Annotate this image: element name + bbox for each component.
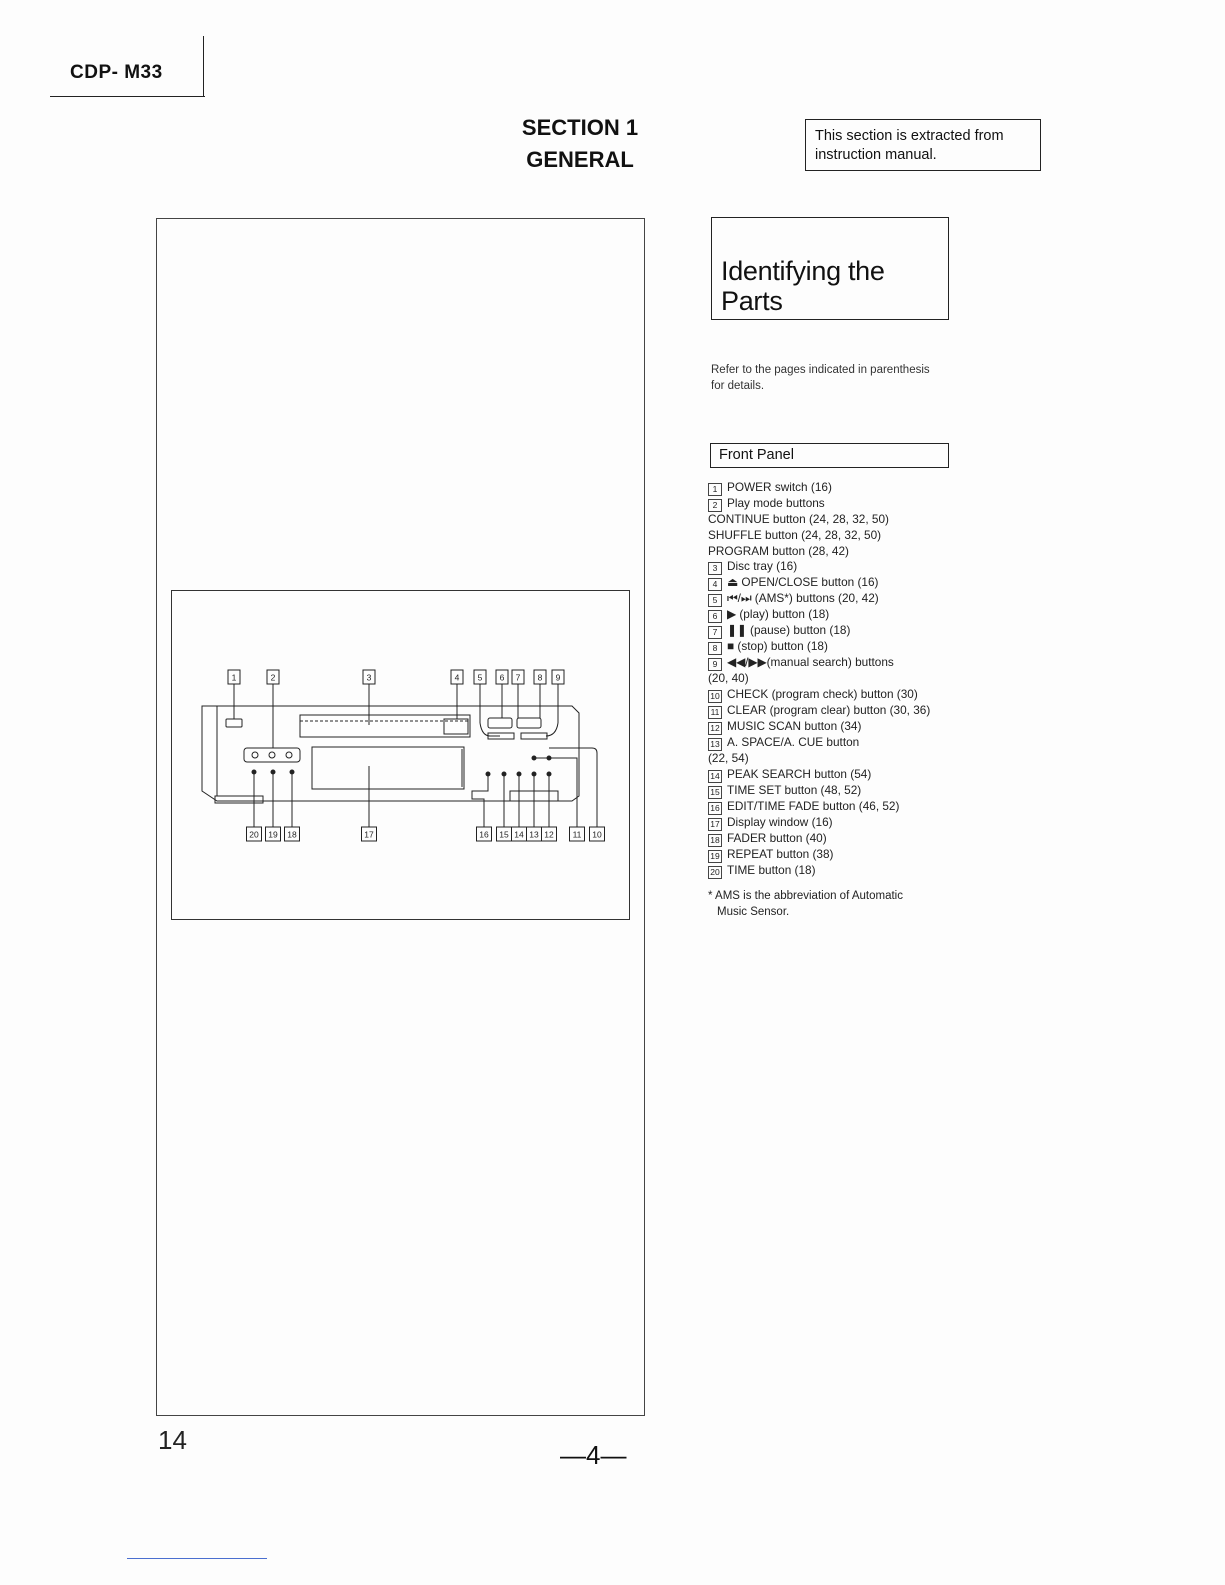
- bottom-link-line: [127, 1558, 267, 1559]
- parts-list-item: [708, 799, 968, 815]
- callout-number: 4: [454, 672, 460, 683]
- part-number-badge: 3: [708, 562, 722, 575]
- model-rule-horizontal: [50, 96, 205, 97]
- page-number-service: —4—: [560, 1440, 627, 1470]
- footnote: [708, 888, 968, 920]
- device-foot: [215, 796, 263, 803]
- section-number: SECTION 1: [521, 115, 639, 140]
- parts-list-item: [708, 528, 968, 544]
- callout-number: 14: [514, 829, 524, 840]
- footnote-line-1: * AMS is the abbreviation of Automatic: [708, 890, 903, 902]
- front-panel-diagram: [172, 591, 629, 919]
- parts-list-item: [708, 719, 968, 735]
- callout-number: 3: [366, 672, 372, 683]
- callout-number: 12: [544, 829, 554, 840]
- part-description: TIME button (18): [727, 862, 816, 877]
- parts-list-item: [708, 639, 968, 655]
- parts-list-item: [708, 767, 968, 783]
- part-number-badge: 6: [708, 610, 722, 623]
- parts-list-item: [708, 815, 968, 831]
- heading-line-2: Parts: [721, 286, 783, 316]
- part-number-badge: 12: [708, 722, 722, 735]
- part-number-badge: 2: [708, 499, 722, 512]
- parts-list-item: [708, 607, 968, 623]
- parts-list-item: [708, 735, 968, 751]
- part-description: ⏮/⏭ (AMS*) buttons (20, 42): [727, 591, 879, 606]
- part-description: ⏏ OPEN/CLOSE button (16): [727, 575, 879, 590]
- part-description: CHECK (program check) button (30): [727, 687, 918, 702]
- callout-number: 15: [499, 829, 509, 840]
- part-description: SHUFFLE button (24, 28, 32, 50): [708, 527, 882, 542]
- front-panel-heading: Front Panel: [710, 443, 949, 468]
- parts-list-item: [708, 544, 968, 560]
- part-number-badge: 5: [708, 594, 722, 607]
- callout-number: 16: [479, 829, 489, 840]
- part-description: ◀◀/▶▶(manual search) buttons: [727, 655, 894, 670]
- part-description: CONTINUE button (24, 28, 32, 50): [708, 512, 889, 526]
- part-number-badge: 17: [708, 818, 722, 831]
- part-number-badge: 20: [708, 866, 722, 879]
- part-description: TIME SET button (48, 52): [727, 782, 862, 797]
- parts-list-item: [708, 480, 968, 496]
- callout-number: 1: [231, 672, 237, 683]
- part-number-badge: 15: [708, 786, 722, 799]
- part-description: EDIT/TIME FADE button (46, 52): [727, 798, 900, 813]
- callout-number: 19: [268, 829, 278, 840]
- callout-number: 7: [515, 672, 521, 683]
- part-description: Disc tray (16): [727, 559, 798, 574]
- power-switch-shape: [226, 719, 242, 727]
- parts-list-item: [708, 671, 968, 687]
- ams-button-shape: [488, 718, 512, 728]
- parts-list-item: [708, 559, 968, 575]
- callout-number: 20: [249, 829, 259, 840]
- callout-number: 6: [499, 672, 505, 683]
- callout-number: 18: [287, 829, 297, 840]
- model-label: CDP- M33: [70, 62, 163, 83]
- part-number-badge: 19: [708, 850, 722, 863]
- parts-list-item: [708, 512, 968, 528]
- bottom-callouts: [247, 827, 605, 841]
- callout-number: 2: [270, 672, 276, 683]
- extract-note-line-1: This section is extracted from: [815, 128, 1004, 144]
- parts-list-item: [708, 591, 968, 607]
- parts-list-item: [708, 751, 968, 767]
- part-description: A. SPACE/A. CUE button: [727, 735, 860, 750]
- section-name: GENERAL: [526, 147, 634, 172]
- part-number-badge: 4: [708, 578, 722, 591]
- part-description: (20, 40): [708, 671, 749, 686]
- part-description: CLEAR (program clear) button (30, 36): [727, 703, 931, 718]
- play-mode-button-continue: [252, 752, 258, 758]
- transport-row-shape-2: [521, 733, 547, 739]
- intro-text: [711, 362, 961, 394]
- play-pause-button-shape: [517, 718, 541, 728]
- top-callouts: [228, 670, 564, 684]
- part-number-badge: 7: [708, 626, 722, 639]
- page-number-manual: 14: [158, 1425, 187, 1455]
- parts-list-item: [708, 703, 968, 719]
- page-heading: [711, 217, 949, 320]
- part-description: MUSIC SCAN button (34): [727, 719, 862, 734]
- part-number-badge: 11: [708, 706, 722, 719]
- part-number-badge: 18: [708, 834, 722, 847]
- extract-note: [805, 119, 1041, 171]
- display-window-shape: [312, 747, 464, 789]
- parts-list-item: [708, 575, 968, 591]
- callout-number: 13: [529, 829, 539, 840]
- parts-list-item: [708, 847, 968, 863]
- part-number-badge: 16: [708, 802, 722, 815]
- part-description: Play mode buttons: [727, 496, 825, 510]
- parts-list-item: [708, 655, 968, 671]
- play-mode-button-program: [286, 752, 292, 758]
- part-number-badge: 1: [708, 483, 722, 496]
- model-rule-vertical: [203, 36, 204, 97]
- part-number-badge: 9: [708, 658, 722, 671]
- lower-buttons: [252, 756, 551, 776]
- play-mode-button-shuffle: [269, 752, 275, 758]
- callout-number: 10: [592, 829, 602, 840]
- extract-note-line-2: instruction manual.: [815, 147, 937, 163]
- part-description: POWER switch (16): [727, 480, 832, 494]
- device-body-outline: [202, 706, 579, 801]
- parts-list-item: [708, 831, 968, 847]
- parts-list-item: [708, 783, 968, 799]
- part-description: ▶ (play) button (18): [727, 607, 830, 622]
- heading-line-1: Identifying the: [721, 256, 885, 286]
- part-number-badge: 13: [708, 738, 722, 751]
- callout-number: 5: [477, 672, 483, 683]
- part-description: PROGRAM button (28, 42): [708, 543, 849, 558]
- part-number-badge: 8: [708, 642, 722, 655]
- part-description: FADER button (40): [727, 830, 827, 845]
- callout-number: 8: [537, 672, 543, 683]
- parts-list-item: [708, 863, 968, 879]
- part-description: REPEAT button (38): [727, 846, 834, 861]
- callout-number: 9: [555, 672, 561, 683]
- intro-line-1: Refer to the pages indicated in parenthesis: [711, 364, 930, 376]
- part-description: Display window (16): [727, 814, 833, 829]
- parts-list-item: [708, 496, 968, 512]
- part-description: (22, 54): [708, 751, 749, 766]
- part-number-badge: 10: [708, 690, 722, 703]
- section-title: [500, 112, 660, 176]
- parts-list: [708, 480, 968, 879]
- parts-list-item: [708, 623, 968, 639]
- part-description: ❚❚ (pause) button (18): [727, 623, 851, 638]
- part-description: ■ (stop) button (18): [727, 639, 828, 654]
- callout-number: 17: [364, 829, 374, 840]
- parts-list-item: [708, 687, 968, 703]
- callout-number: 11: [572, 829, 582, 840]
- leader-lines: [234, 684, 597, 827]
- part-description: PEAK SEARCH button (54): [727, 766, 872, 781]
- intro-line-2: for details.: [711, 380, 765, 392]
- part-number-badge: 14: [708, 770, 722, 783]
- footnote-line-2: Music Sensor.: [717, 906, 790, 918]
